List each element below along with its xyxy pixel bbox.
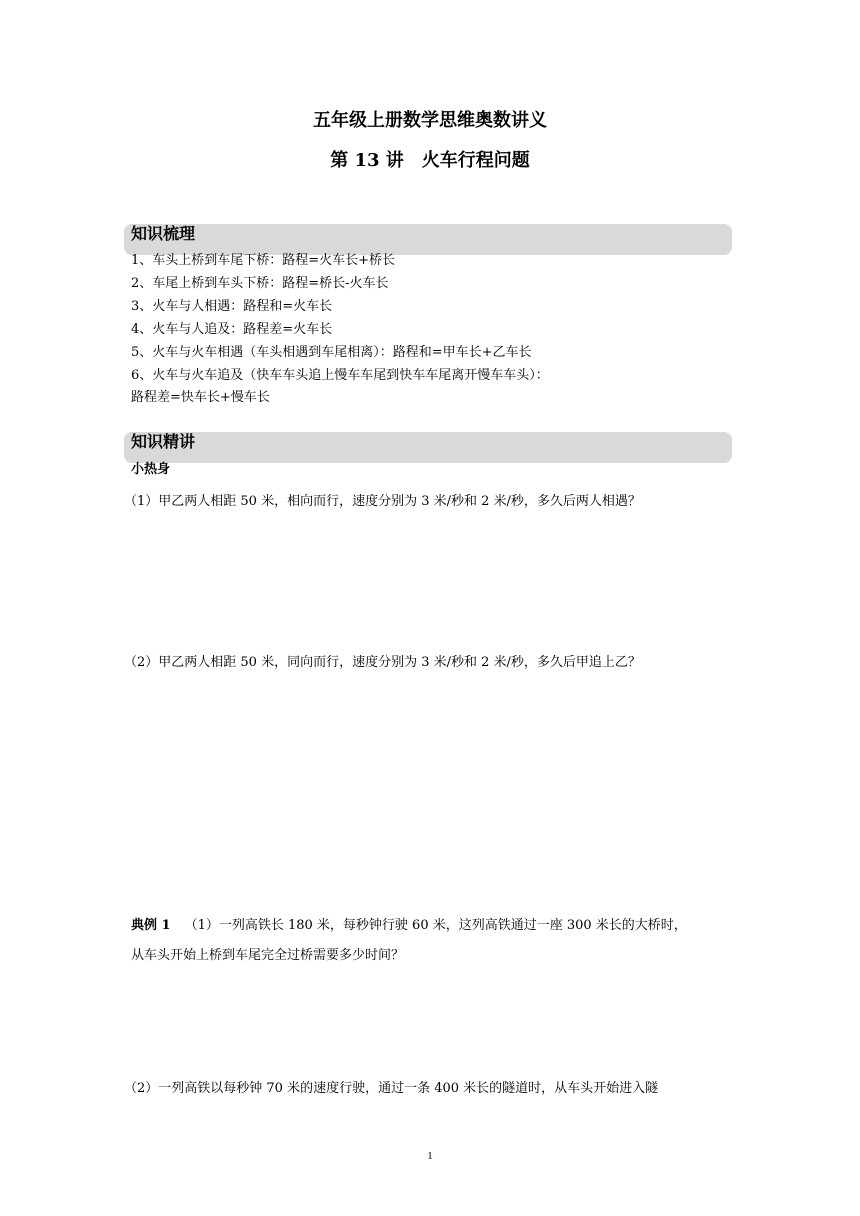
knowledge-line: 2、车尾上桥到车头下桥：路程=桥长-火车长 (131, 276, 389, 291)
knowledge-line: 1、车头上桥到车尾下桥：路程=火车长+桥长 (131, 253, 396, 268)
page-number: 1 (427, 1150, 433, 1162)
example-label: 典例 1 (131, 918, 171, 933)
warmup-question-2: （2）甲乙两人相距 50 米，同向而行，速度分别为 3 米/秒和 2 米/秒，多久后甲追上乙？ (124, 655, 641, 670)
example-1-question-1-line-1 (131, 914, 687, 933)
example-1-q1-text: （1）一列高铁长 180 米，每秒钟行驶 60 米，这列高铁通过一座 300 米长的大桥时， (184, 918, 687, 933)
warmup-heading: 小热身 (131, 462, 171, 477)
section-heading-knowledge-review: 知识梳理 (131, 224, 196, 243)
knowledge-line: 6、火车与火车追及（快车车头追上慢车车尾到快车车尾离开慢车车头）： (131, 368, 549, 383)
example-1-question-2-line-1: （2）一列高铁以每秒钟 70 米的速度行驶，通过一条 400 米长的隧道时，从车头开始进入隧 (124, 1081, 659, 1096)
lecture-title: 第 13 讲 火车行程问题 (330, 150, 530, 171)
section-heading-knowledge-explain: 知识精讲 (131, 432, 196, 451)
document-title: 五年级上册数学思维奥数讲义 (313, 110, 547, 131)
knowledge-line: 3、火车与人相遇：路程和=火车长 (131, 299, 333, 314)
warmup-question-1: （1）甲乙两人相距 50 米，相向而行，速度分别为 3 米/秒和 2 米/秒，多久后两人相遇？ (124, 494, 641, 509)
knowledge-line: 4、火车与人追及：路程差=火车长 (131, 322, 333, 337)
example-1-question-1-line-2: 从车头开始上桥到车尾完全过桥需要多少时间？ (131, 948, 405, 963)
knowledge-line: 5、火车与火车相遇（车头相遇到车尾相离）：路程和=甲车长+乙车长 (131, 345, 532, 360)
knowledge-line: 路程差=快车长+慢车长 (131, 390, 270, 405)
section-bar-knowledge-explain (124, 432, 732, 463)
